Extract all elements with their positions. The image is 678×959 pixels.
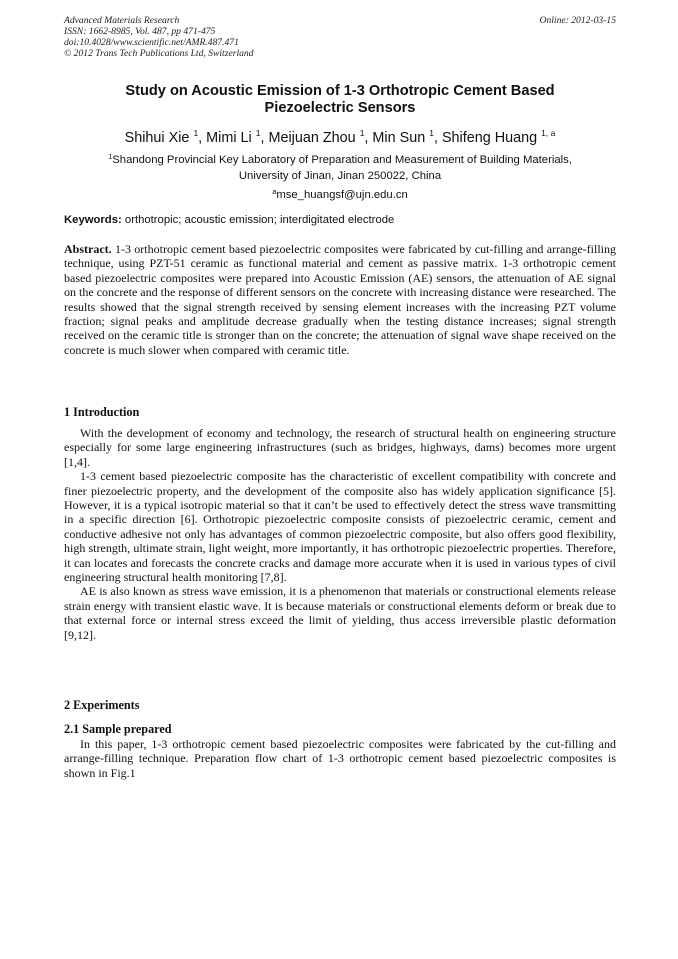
paragraph: In this paper, 1-3 orthotropic cement based piezoelectric composites were fabricated by the cut-filling and arrange-filling technique. Preparation flow chart of 1-3 orthotropic cement based piezoelectric composites is shown in Fig.1	[64, 737, 616, 780]
section-heading-experiments: 2 Experiments	[64, 698, 140, 712]
affiliation	[64, 149, 616, 184]
introduction-body	[64, 426, 616, 642]
affiliation-line-1: Shandong Provincial Key Laboratory of Preparation and Measurement of Building Materials,	[112, 154, 572, 166]
paper-title	[64, 83, 616, 117]
email-address[interactable]: mse_huangsf@ujn.edu.cn	[276, 189, 408, 201]
paragraph: With the development of economy and technology, the research of structural health on engineering structure especially for some large engineering infrastructures (such as bridges, highways, dams) becomes more urgent [1,4].	[64, 426, 616, 469]
abstract-label: Abstract.	[64, 242, 112, 256]
email-marker: a	[272, 187, 277, 196]
abstract-text: 1-3 orthotropic cement based piezoelectric composites were fabricated by cut-filling and arrange-filling technique, using PZT-51 ceramic as functional material and cement as passive matrix. 1-3 orthotropic cement based piezoelectric composites were prepared into Acoustic Emission (AE) sensors, the attenuation of AE signal on the concrete and the response of different sensors on the concrete with increasing distance were researched. The results showed that the signal strength received by sensing element increases with the increasing PZT volume fraction; signal peaks and amplitude decrease gradually when the testing distance increases; signal strength received on the ceramic title is stronger than on the concrete; the attenuation of signal wave shape received on the concrete is much slower when compared with ceramic title.	[64, 242, 616, 357]
journal-name: Advanced Materials Research	[64, 15, 180, 26]
copyright-line: © 2012 Trans Tech Publications Ltd, Switzerland	[64, 48, 254, 59]
keywords-label: Keywords:	[64, 214, 122, 226]
title-line-2: Piezoelectric Sensors	[264, 100, 416, 116]
doi-line: doi:10.4028/www.scientific.net/AMR.487.471	[64, 37, 239, 48]
author: Min Sun $^1$	[372, 128, 434, 146]
journal-header	[64, 15, 616, 59]
section-heading-introduction: 1 Introduction	[64, 405, 140, 419]
title-line-1: Study on Acoustic Emission of 1-3 Orthotropic Cement Based	[125, 83, 555, 99]
author: Meijuan Zhou $^1$	[268, 128, 365, 146]
author-list: Shihui Xie $^1$, Mimi Li $^1$, Meijuan Zhou $^1$, Min Sun $^1$, Shifeng Huang $^{1, a}$	[124, 128, 556, 146]
online-date: Online: 2012-03-15	[539, 15, 616, 26]
paragraph: 1-3 cement based piezoelectric composite has the characteristic of excellent compatibility with concrete and finer piezoelectric property, and the development of the composite also has widely application significance [5]. However, it is a typical isotropic material so that it can’t be used to effectively detect the stress wave transmitting in a specific direction [6]. Orthotropic piezoelectric composite consists of piezoelectric ceramic, cement and conductive adhesive not only has advantages of common piezoelectric composite, but also offers good flexibility, high strength, ultimate strain, light weight, more importantly, it has orthotropic piezoelectric properties. Therefore, it can locates and forecasts the concrete cracks and damage more accurate when it is used in various types of civil engineering structural health monitoring [7,8].	[64, 469, 616, 585]
author: Shihui Xie $^1$	[124, 128, 199, 146]
keywords-text: orthotropic; acoustic emission; interdigitated electrode	[124, 214, 395, 226]
issn-line: ISSN: 1662-8985, Vol. 487, pp 471-475	[64, 26, 216, 37]
affiliation-marker: 1	[108, 152, 113, 161]
corresponding-email	[64, 185, 616, 202]
affiliation-line-2: University of Jinan, Jinan 250022, China	[238, 170, 442, 182]
keywords	[64, 213, 616, 227]
subsection-heading-sample: 2.1 Sample prepared	[64, 722, 172, 736]
author: Mimi Li $^1$	[206, 128, 261, 146]
sample-body	[64, 737, 616, 780]
paragraph: AE is also known as stress wave emission, it is a phenomenon that materials or constructional elements release strain energy with transient elastic wave. It is because materials or constructional elements deform or break due to that external force or internal stress exceed the limit of yielding, thus access irreversible plastic deformation [9,12].	[64, 584, 616, 642]
abstract	[64, 242, 616, 357]
author: Shifeng Huang $^{1, a}$	[441, 128, 556, 146]
